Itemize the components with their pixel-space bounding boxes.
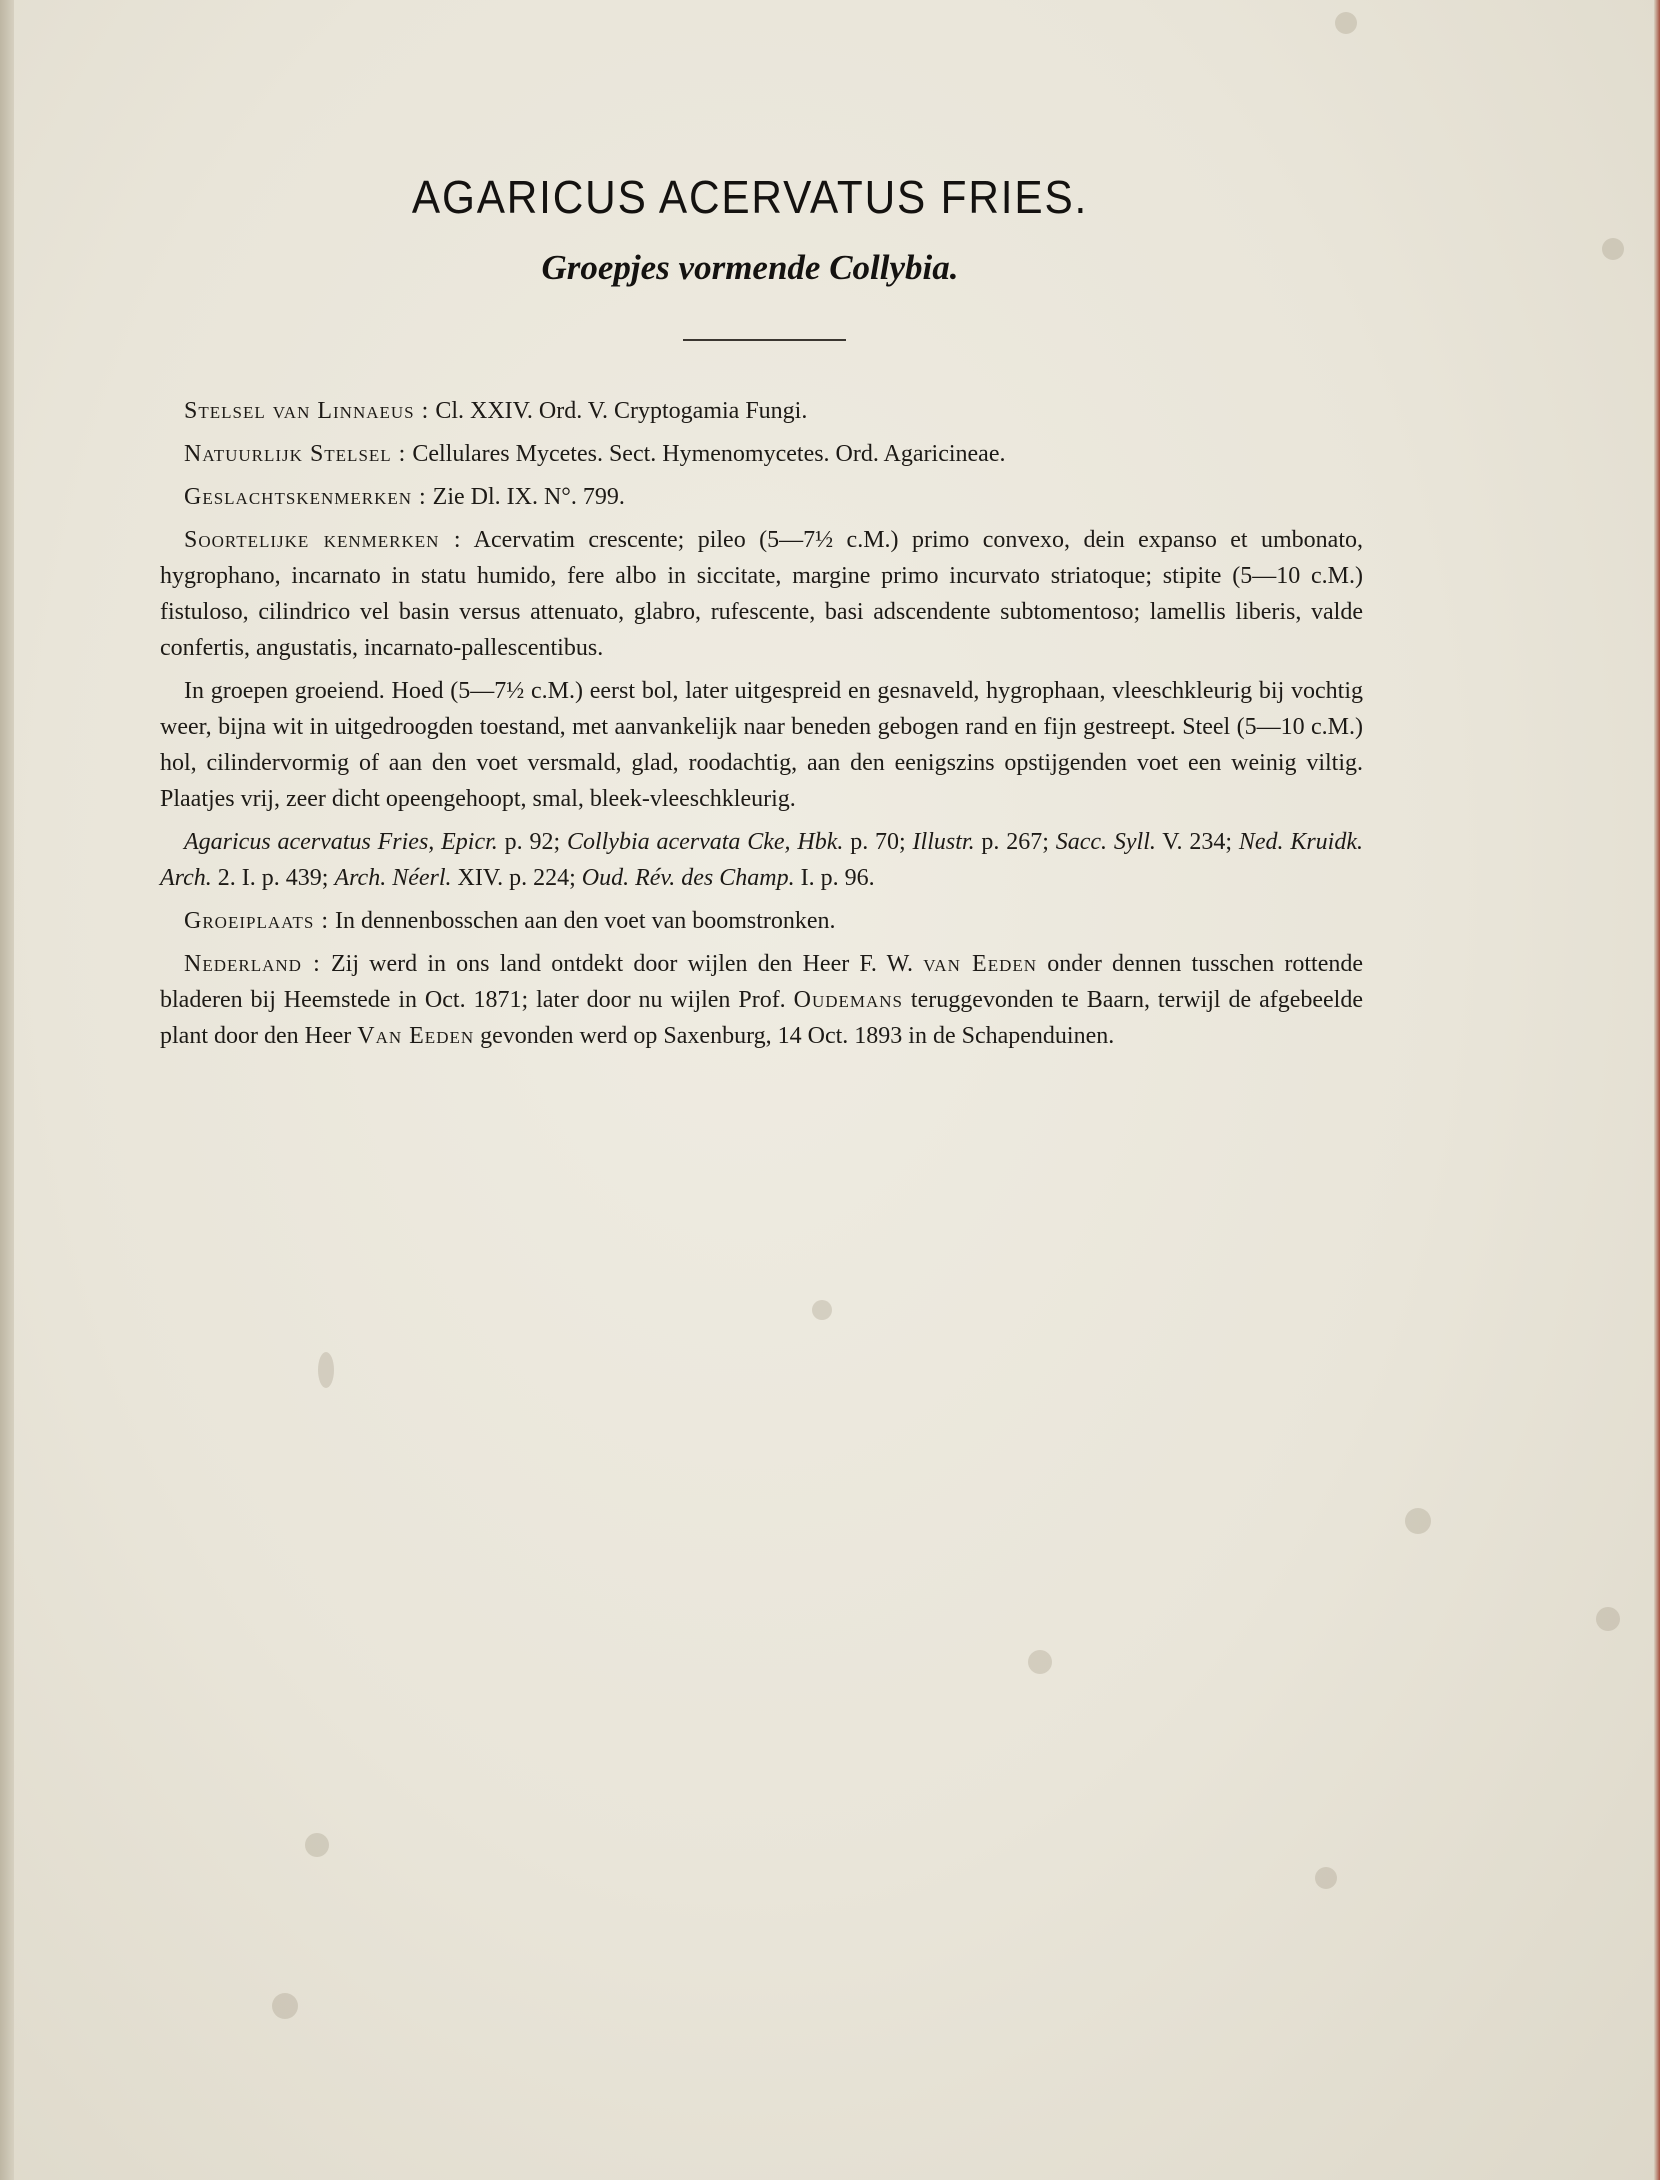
entry-text: gevonden werd op Saxenburg, 14 Oct. 1893 in de Schapenduinen.	[474, 1023, 1115, 1049]
reference-title: Sacc. Syll.	[1055, 829, 1156, 855]
person-name: van Eeden	[923, 951, 1038, 977]
natuurlijk-stelsel-entry	[160, 436, 1363, 472]
entry-label: Stelsel van Linnaeus :	[184, 398, 430, 424]
reference-title: Agaricus acervatus Fries, Epicr.	[184, 829, 498, 855]
page-gutter	[0, 0, 14, 2180]
reference-title: Oud. Rév. des Champ.	[581, 865, 795, 891]
page-edge	[1654, 0, 1660, 2180]
paper-spot	[272, 1993, 298, 2019]
entry-label: Soortelijke kenmerken :	[184, 527, 462, 553]
dutch-description: In groepen groeiend. Hoed (5—7½ c.M.) eerst bol, later uitgespreid en gesnaveld, hygrophaan, vleeschkleurig bij vochtig weer, bijna wit in uitgedroogden toestand, met aanvankelijk naar beneden gebogen rand en fijn gestreept. Steel (5—10 c.M.) hol, cilindervormig of aan den voet versmald, glad, roodachtig, aan den eenigszins opstijgenden voet een weinig viltig. Plaatjes vrij, zeer dicht opeengehoopt, smal, bleek-vleeschkleurig.	[160, 678, 1363, 812]
reference-title: Ned. Kruidk. Arch.	[160, 829, 1363, 891]
article-body	[160, 393, 1363, 1061]
entry-text: Acervatim crescente; pileo (5—7½ c.M.) primo convexo, dein expanso et umbonato, hygrophano, incarnato in statu humido, fere albo in siccitate, margine primo incurvato striatoque; stipite (5—10 c.M.) fistuloso, cilindrico vel basin versus attenuato, glabro, rufescente, basi adscendente subtomentoso; lamellis liberis, valde confertis, angustatis, incarnato-pallescentibus.	[160, 527, 1363, 661]
paper-spot	[1596, 1607, 1620, 1631]
paper-spot	[1405, 1508, 1431, 1534]
entry-text: Cl. XXIV. Ord. V. Cryptogamia Fungi.	[435, 398, 808, 424]
paper-spot	[1335, 12, 1357, 34]
reference-page: 2. I. p. 439;	[211, 865, 335, 891]
entry-text: Zie Dl. IX. N°. 799.	[432, 484, 625, 510]
groeiplaats-entry	[160, 903, 1363, 939]
entry-text: In dennenbosschen aan den voet van boomstronken.	[335, 908, 836, 934]
paper-spot	[1602, 238, 1624, 260]
paper-spot	[812, 1300, 832, 1320]
entry-text: onder dennen tusschen rottende bladeren bij Heemstede in Oct. 1871; later door nu wijlen Prof.	[160, 951, 1364, 1013]
person-name: Oudemans	[793, 987, 904, 1013]
page-subtitle: Groepjes vormende Collybia.	[541, 248, 959, 287]
reference-title: Arch. Néerl.	[334, 865, 452, 891]
paper-spot	[318, 1352, 334, 1388]
person-name: Van Eeden	[357, 1023, 475, 1049]
entry-label: Groeiplaats :	[184, 908, 330, 934]
entry-label: Nederland :	[184, 951, 321, 977]
reference-page: I. p. 96.	[794, 865, 875, 891]
entry-label: Geslachtskenmerken :	[184, 484, 427, 510]
entry-text: Zij werd in ons land ontdekt door wijlen den Heer F. W.	[330, 951, 924, 977]
title-divider	[683, 339, 846, 341]
nederland-entry	[160, 946, 1363, 1054]
references-entry	[160, 824, 1363, 896]
reference-page: p. 70;	[843, 829, 913, 855]
reference-page: p. 92;	[497, 829, 567, 855]
entry-label: Natuurlijk Stelsel :	[184, 441, 407, 467]
stelsel-linnaeus-entry	[160, 393, 1363, 429]
reference-page: V. 234;	[1155, 829, 1239, 855]
paper-spot	[1315, 1867, 1337, 1889]
reference-page: p. 267;	[974, 829, 1056, 855]
reference-page: XIV. p. 224;	[451, 865, 582, 891]
geslachtskenmerken-entry	[160, 479, 1363, 515]
reference-title: Collybia acervata Cke, Hbk.	[566, 829, 844, 855]
entry-text: teruggevonden te Baarn, terwijl de afgebeelde plant door den Heer	[160, 987, 1363, 1049]
page-title: AGARICUS ACERVATUS FRIES.	[411, 171, 1089, 223]
paper-spot	[305, 1833, 329, 1857]
entry-text: Cellulares Mycetes. Sect. Hymenomycetes. Ord. Agaricineae.	[412, 441, 1006, 467]
reference-title: Illustr.	[912, 829, 975, 855]
paper-spot	[1028, 1650, 1052, 1674]
soortelijke-kenmerken-entry	[160, 522, 1363, 666]
